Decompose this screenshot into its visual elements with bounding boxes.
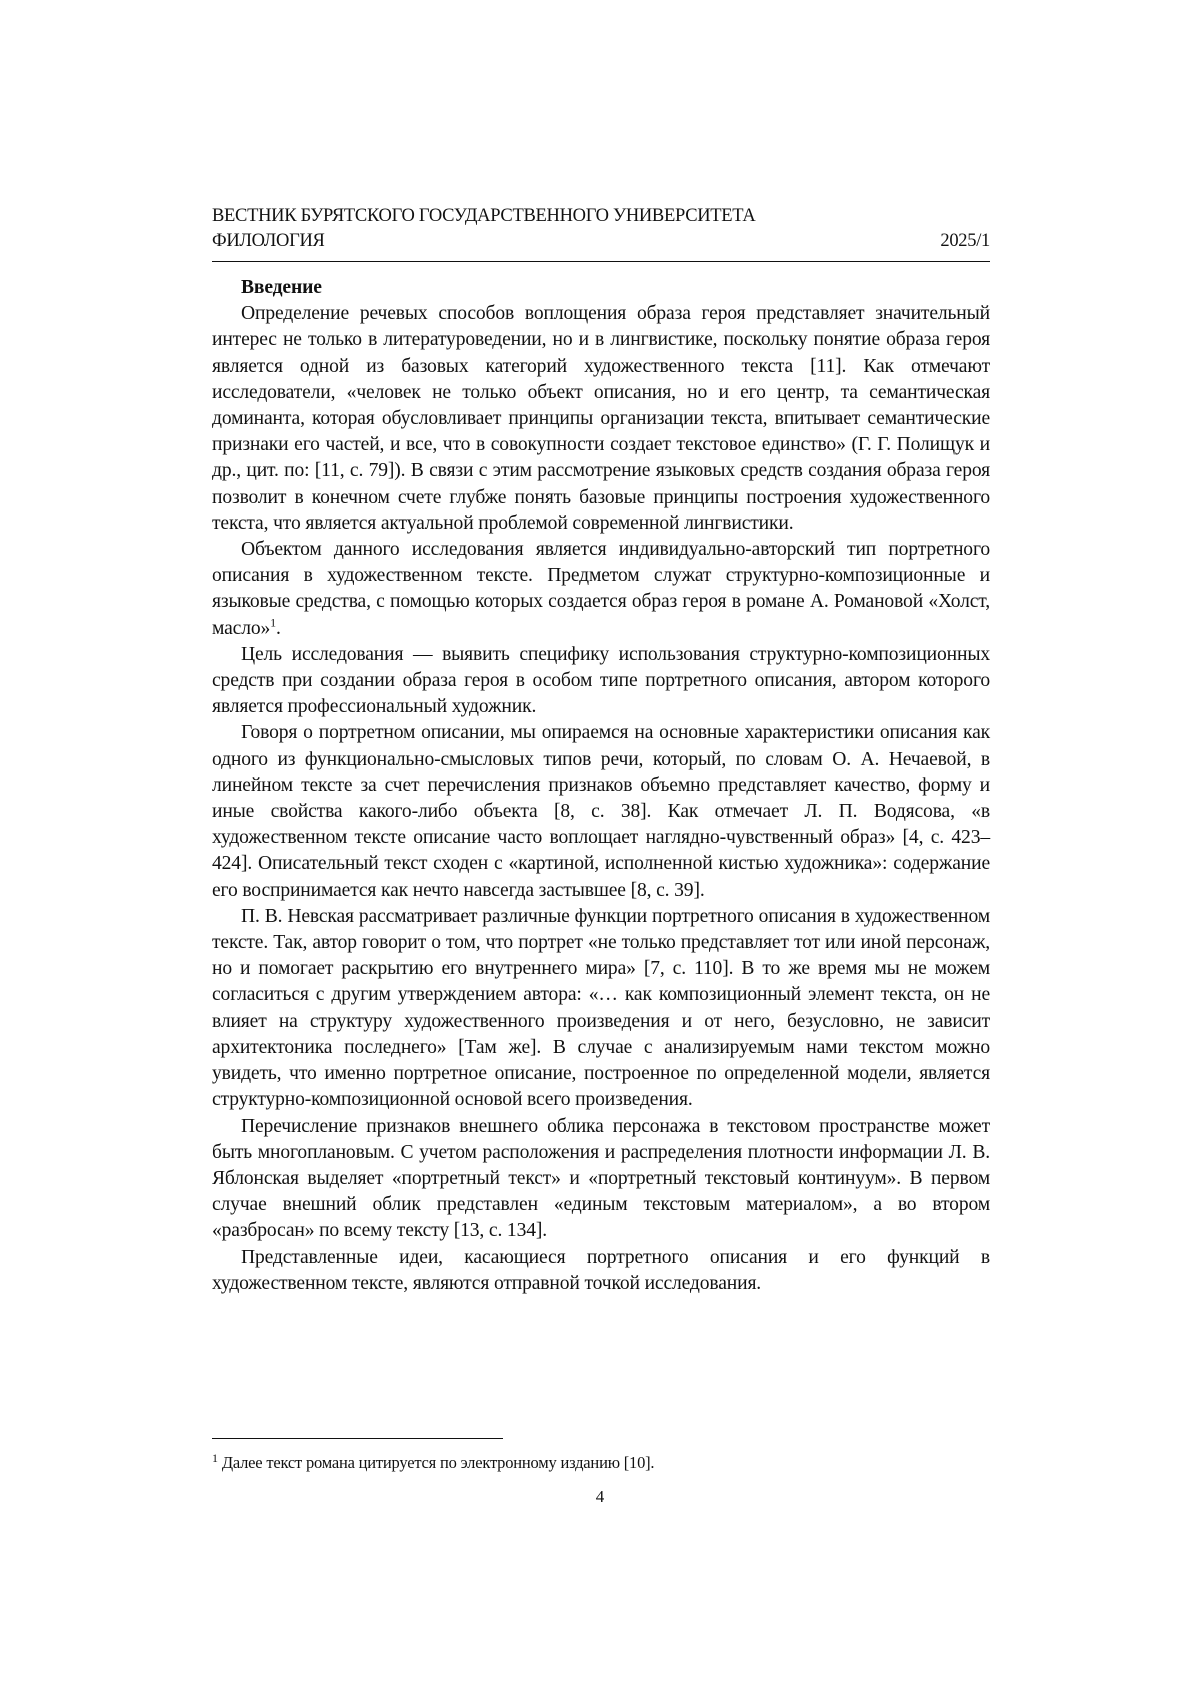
paragraph-7: Представленные идеи, касающиеся портретного описания и его функций в художественном тексте, являются отправной точкой исследования.	[212, 1245, 990, 1297]
article-body	[212, 275, 990, 1297]
paragraph-3: Цель исследования — выявить специфику использования структурно-композиционных средств при создании образа героя в особом типе портретного описания, автором которого является профессиональный художник.	[212, 642, 990, 721]
section-heading: Введение	[212, 275, 990, 301]
journal-title: ВЕСТНИК БУРЯТСКОГО ГОСУДАРСТВЕННОГО УНИВЕРСИТЕТА	[212, 204, 755, 229]
header-rule	[212, 261, 990, 262]
paragraph-1: Определение речевых способов воплощения образа героя представляет значительный интерес не только в литературоведении, но и в лингвистике, поскольку понятие образа героя является одной из базовых категорий художественного текста [11]. Как отмечают исследователи, «человек не только объект описания, но и его центр, та семантическая доминанта, которая обусловливает принципы организации текста, впитывает семантические признаки его частей, и все, что в совокупности создает текстовое единство» (Г. Г. Полищук и др., цит. по: [11, с. 79]). В связи с этим рассмотрение языковых средств создания образа героя позволит в конечном счете глубже понять базовые принципы построения художественного текста, что является актуальной проблемой современной лингвистики.	[212, 301, 990, 537]
footnote-text: Далее текст романа цитируется по электронному изданию [10].	[222, 1453, 655, 1472]
paragraph-2-text: Объектом данного исследования является индивидуально-авторский тип портретного описания в художественном тексте. Предметом служат структурно-композиционные и языковые средства, с помощью которых создается образ героя в романе А. Романовой «Холст, масло»	[212, 539, 990, 639]
paragraph-2	[212, 537, 990, 642]
paragraph-2-end: .	[276, 618, 281, 639]
journal-title-row	[212, 204, 990, 229]
footnote-rule	[212, 1438, 503, 1439]
paragraph-6: Перечисление признаков внешнего облика персонажа в текстовом пространстве может быть многоплановым. С учетом расположения и распределения плотности информации Л. В. Яблонская выделяет «портретный текст» и «портретный текстовый континуум». В первом случае внешний облик представлен «единым текстовым материалом», а во втором «разбросан» по всему тексту [13, с. 134].	[212, 1114, 990, 1245]
paragraph-5: П. В. Невская рассматривает различные функции портретного описания в художественном тексте. Так, автор говорит о том, что портрет «не только представляет тот или иной персонаж, но и помогает раскрытию его внутреннего мира» [7, с. 110]. В то же время мы не можем согласиться с другим утверждением автора: «… как композиционный элемент текста, он не влияет на структуру художественного произведения и от него, безусловно, не зависит архитектоника последнего» [Там же]. В случае с анализируемым нами текстом можно увидеть, что именно портретное описание, построенное по определенной модели, является структурно-композиционной основой всего произведения.	[212, 904, 990, 1114]
footnote	[212, 1452, 990, 1474]
running-header	[212, 204, 990, 254]
section-title: ФИЛОЛОГИЯ	[212, 229, 325, 254]
page-number: 4	[0, 1486, 1200, 1508]
footnote-number: 1	[212, 1451, 218, 1465]
section-row	[212, 229, 990, 254]
footnote-reference[interactable]: 1	[270, 615, 276, 629]
issue-number: 2025/1	[940, 229, 990, 254]
paragraph-4: Говоря о портретном описании, мы опираемся на основные характеристики описания как одного из функционально-смысловых типов речи, который, по словам О. А. Нечаевой, в линейном тексте за счет перечисления признаков объемно представляет качество, форму и иные свойства какого-либо объекта [8, с. 38]. Как отмечает Л. П. Водясова, «в художественном тексте описание часто воплощает наглядно-чувственный образ» [4, с. 423–424]. Описательный текст сходен с «картиной, исполненной кистью художника»: содержание его воспринимается как нечто навсегда застывшее [8, с. 39].	[212, 720, 990, 903]
